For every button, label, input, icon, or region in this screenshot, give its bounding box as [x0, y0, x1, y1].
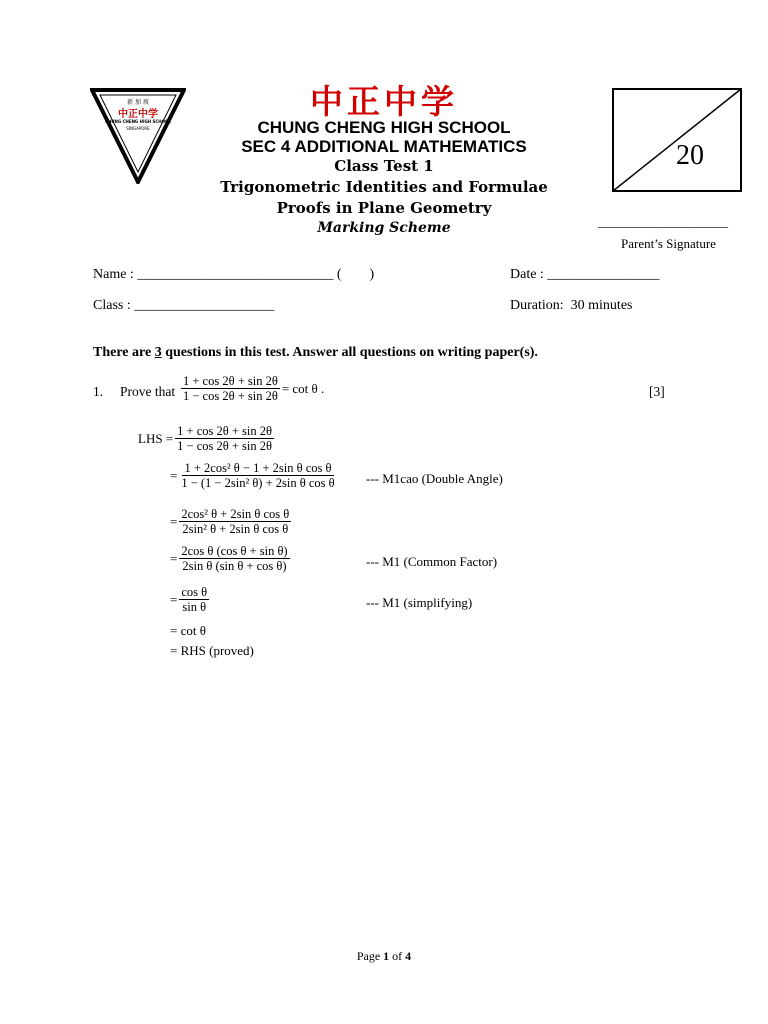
instructions-pre: There are	[93, 345, 155, 360]
footer-page-label: Page	[356, 949, 384, 963]
question-number: 1.	[93, 384, 104, 399]
score-box	[612, 88, 742, 192]
question-rhs: = cot θ .	[281, 380, 325, 396]
footer-current-page: 1	[383, 949, 390, 963]
date-field: Date : ________________	[510, 267, 660, 282]
step-4-equals: =	[170, 550, 178, 566]
solution-step-1	[138, 424, 274, 454]
topic-title-1: Trigonometric Identities and Formulae	[220, 178, 548, 196]
class-field: Class : ____________________	[93, 298, 275, 313]
logo-top-chars: 新 加 坡	[127, 99, 149, 106]
step-5-numerator: cos θ	[181, 585, 208, 599]
test-title: Class Test 1	[334, 157, 434, 175]
step-1-denominator: 1 − cos 2θ + sin 2θ	[177, 439, 272, 454]
question-fraction	[181, 374, 280, 404]
step-5-fraction	[179, 585, 209, 615]
question-denominator: 1 − cos 2θ + sin 2θ	[183, 389, 278, 404]
note-simplifying: --- M1 (simplifying)	[366, 595, 473, 610]
note-double-angle: --- M1cao (Double Angle)	[366, 471, 503, 486]
step-4-fraction	[179, 544, 289, 574]
solution-step-3	[170, 507, 291, 537]
instructions-post: questions in this test. Answer all questions on writing paper(s).	[161, 345, 538, 360]
footer-total-pages: 4	[405, 949, 412, 963]
solution-step-2	[170, 461, 337, 491]
page-footer	[0, 949, 768, 964]
name-field: Name : ____________________________ ( )	[93, 267, 375, 282]
question-marks: [3]	[649, 384, 665, 399]
step-5-equals: =	[170, 591, 178, 607]
question-prove-that: Prove that	[120, 384, 176, 399]
chinese-school-title: 中正中学	[310, 82, 458, 121]
signature-label: Parent’s Signature	[621, 236, 716, 251]
topic-title-2: Proofs in Plane Geometry	[276, 199, 492, 217]
logo-english-name: CHUNG CHENG HIGH SCHOOL	[105, 119, 171, 124]
solution-step-7: = RHS (proved)	[170, 643, 254, 658]
step-2-denominator: 1 − (1 − 2sin² θ) + 2sin θ cos θ	[181, 476, 335, 491]
step-5-denominator: sin θ	[182, 600, 207, 615]
step-4-denominator: 2sin θ (sin θ + cos θ)	[182, 559, 287, 574]
solution-step-5	[170, 585, 209, 615]
step-3-numerator: 2cos² θ + 2sin θ cos θ	[181, 507, 290, 521]
step-4-numerator: 2cos θ (cos θ + sin θ)	[181, 544, 288, 558]
lhs-label: LHS =	[138, 430, 174, 446]
step-2-equals: =	[170, 467, 178, 483]
step-2-fraction	[179, 461, 336, 491]
step-1-numerator: 1 + cos 2θ + sin 2θ	[177, 424, 272, 438]
logo-chinese-name: 中正中学	[118, 109, 158, 120]
subject-title: SEC 4 ADDITIONAL MATHEMATICS	[241, 137, 527, 156]
step-3-equals: =	[170, 513, 178, 529]
instructions	[93, 345, 538, 361]
step-3-fraction	[179, 507, 291, 537]
step-3-denominator: 2sin² θ + 2sin θ cos θ	[182, 522, 289, 537]
marking-scheme-title: Marking Scheme	[317, 220, 451, 236]
question-expression	[181, 374, 324, 404]
instructions-number: 3	[154, 345, 162, 360]
question-numerator: 1 + cos 2θ + sin 2θ	[183, 374, 278, 388]
solution-step-4	[170, 544, 290, 574]
score-total: 20	[676, 140, 704, 171]
school-name: CHUNG CHENG HIGH SCHOOL	[257, 118, 511, 137]
note-common-factor: --- M1 (Common Factor)	[366, 554, 498, 569]
footer-of: of	[389, 949, 406, 963]
signature-line: ____________________	[598, 214, 728, 229]
logo-country: SINGAPORE	[126, 126, 150, 131]
step-1-fraction	[175, 424, 274, 454]
question-1	[93, 374, 673, 414]
step-2-numerator: 1 + 2cos² θ − 1 + 2sin θ cos θ	[184, 461, 332, 475]
solution-step-6: = cot θ	[170, 623, 206, 638]
duration-field: Duration: 30 minutes	[510, 298, 633, 313]
